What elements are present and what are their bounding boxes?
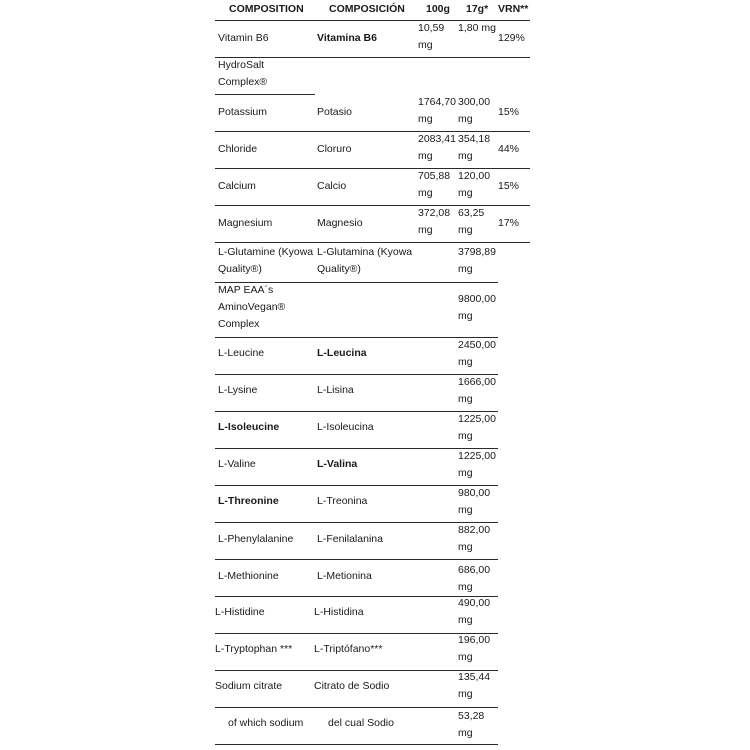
row-divider <box>215 522 498 523</box>
ingredient-name-es: Potasio <box>317 106 353 118</box>
header-vrn: VRN** <box>498 3 529 15</box>
vrn-percent: 44% <box>498 143 520 155</box>
amount-per-17g: 354,18 mg <box>458 133 491 162</box>
row-divider <box>215 707 498 708</box>
ingredient-name-en: L-Histidine <box>215 606 265 618</box>
vrn-percent: 15% <box>498 180 520 192</box>
row-divider <box>215 242 530 243</box>
vrn-percent: 129% <box>498 32 525 44</box>
ingredient-name-en: L-Valine <box>218 458 256 470</box>
ingredient-name-en: Potassium <box>218 106 268 118</box>
ingredient-name-es: L-Metionina <box>317 570 372 582</box>
amount-per-17g: 1225,00 mg <box>458 450 496 479</box>
ingredient-name-en: Chloride <box>218 143 258 155</box>
amount-per-100g: 372,08 mg <box>418 207 451 236</box>
amount-per-17g: 9800,00 mg <box>458 293 496 322</box>
header-composition: COMPOSITION <box>229 3 304 15</box>
row-divider <box>215 596 498 597</box>
amount-per-17g: 1225,00 mg <box>458 413 496 442</box>
ingredient-name-en: L-Tryptophan *** <box>215 643 293 655</box>
ingredient-name-en: Vitamin B6 <box>218 32 269 44</box>
header-composicion: COMPOSICIÓN <box>329 3 405 15</box>
ingredient-name-es: L-Valina <box>317 458 358 470</box>
vrn-percent: 17% <box>498 217 520 229</box>
amount-per-17g: 196,00 mg <box>458 634 491 663</box>
ingredient-name-es: L-Fenilalanina <box>317 533 383 545</box>
amount-per-17g: 3798,89 mg <box>458 246 496 275</box>
ingredient-name-en: L-Isoleucine <box>218 421 280 433</box>
amount-per-100g: 1764,70 mg <box>418 96 456 125</box>
ingredient-name-es: del cual Sodio <box>328 717 394 729</box>
ingredient-name-es: Calcio <box>317 180 347 192</box>
row-divider <box>215 411 498 412</box>
row-divider <box>215 485 498 486</box>
amount-per-17g: 63,25 mg <box>458 207 485 236</box>
ingredient-name-es: L-Glutamina (Kyowa Quality®) <box>317 246 413 275</box>
row-divider <box>215 670 498 671</box>
ingredient-name-es: Magnesio <box>317 217 363 229</box>
amount-per-17g: 490,00 mg <box>458 597 491 626</box>
amount-per-17g: 135,44 mg <box>458 671 491 700</box>
amount-per-17g: 300,00 mg <box>458 96 491 125</box>
amount-per-100g: 705,88 mg <box>418 170 451 199</box>
amount-per-17g: 53,28 mg <box>458 710 485 739</box>
vrn-percent: 15% <box>498 106 520 118</box>
ingredient-name-en: HydroSalt Complex® <box>218 59 268 88</box>
ingredient-name-en: L-Methionine <box>218 570 279 582</box>
row-divider <box>215 744 498 745</box>
row-divider <box>215 633 498 634</box>
ingredient-name-en: L-Lysine <box>218 384 258 396</box>
amount-per-17g: 120,00 mg <box>458 170 491 199</box>
ingredient-name-en: L-Glutamine (Kyowa Quality®) <box>218 246 314 275</box>
ingredient-name-es: Cloruro <box>317 143 352 155</box>
amount-per-17g: 686,00 mg <box>458 564 491 593</box>
ingredient-name-es: L-Triptófano*** <box>314 643 383 655</box>
row-divider <box>215 337 498 338</box>
header-per-17g: 17g* <box>466 3 489 15</box>
ingredient-name-en: L-Leucine <box>218 347 265 359</box>
ingredient-name-es: L-Lisina <box>317 384 354 396</box>
ingredient-name-es: Vitamina B6 <box>317 32 377 44</box>
amount-per-17g: 882,00 mg <box>458 524 491 553</box>
amount-per-17g: 980,00 mg <box>458 487 491 516</box>
row-divider <box>215 559 498 560</box>
amount-per-100g: 2083,41 mg <box>418 133 456 162</box>
row-divider <box>215 94 315 95</box>
ingredient-name-en: Magnesium <box>218 217 273 229</box>
ingredient-name-en: Calcium <box>218 180 256 192</box>
amount-per-17g: 1,80 mg <box>458 22 496 34</box>
ingredient-name-en: Sodium citrate <box>215 680 283 692</box>
ingredient-name-es: L-Leucina <box>317 347 367 359</box>
amount-per-17g: 2450,00 mg <box>458 339 496 368</box>
header-per-100g: 100g <box>426 3 450 15</box>
ingredient-name-es: Citrato de Sodio <box>314 680 390 692</box>
ingredient-name-en: MAP EAA´s AminoVegan® Complex <box>218 284 286 330</box>
row-divider <box>215 374 498 375</box>
ingredient-name-en: L-Phenylalanine <box>218 533 294 545</box>
header-divider <box>215 20 530 21</box>
ingredient-name-es: L-Histidina <box>314 606 364 618</box>
row-divider <box>215 448 498 449</box>
ingredient-name-es: L-Isoleucina <box>317 421 374 433</box>
ingredient-name-es: L-Treonina <box>317 495 368 507</box>
amount-per-17g: 1666,00 mg <box>458 376 496 405</box>
ingredient-name-en: of which sodium <box>228 717 304 729</box>
ingredient-name-en: L-Threonine <box>218 495 279 507</box>
amount-per-100g: 10,59 mg <box>418 22 445 51</box>
